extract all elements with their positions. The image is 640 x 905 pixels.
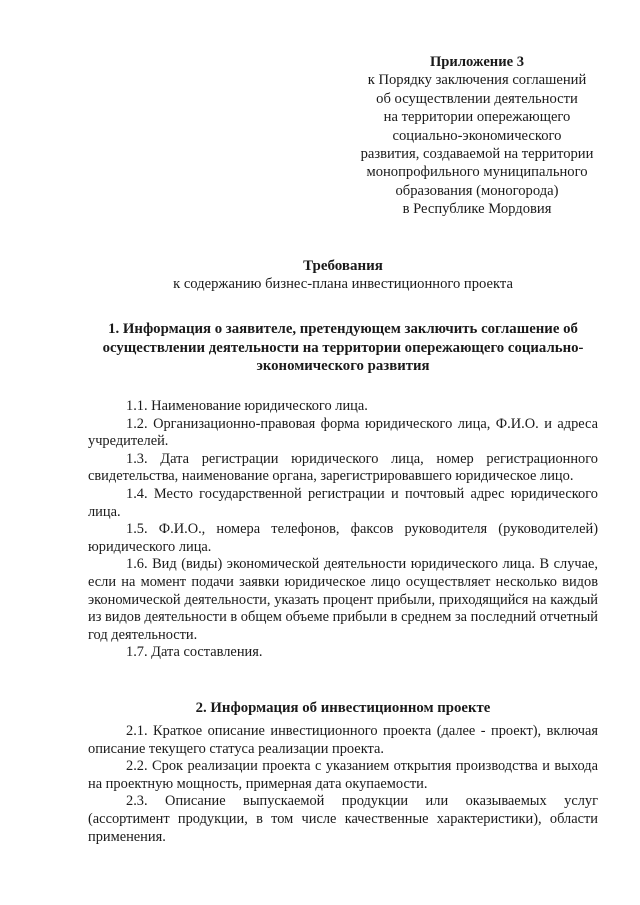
appendix-line: в Республике Мордовия xyxy=(402,201,552,218)
section-heading-line: 1. Информация о заявителе, претендующем заключить соглашение об xyxy=(108,321,578,337)
appendix-header xyxy=(352,53,602,219)
appendix-line: социально-экономического xyxy=(392,127,562,144)
section-item: 1.3. Дата регистрации юридического лица, номер регистрационного свидетельства, наименование органа, зарегистрировавшего юридическое лицо. xyxy=(88,450,598,485)
section-item: 1.5. Ф.И.О., номера телефонов, факсов руководителя (руководителей) юридического лица. xyxy=(88,521,598,555)
appendix-line: об осуществлении деятельности xyxy=(376,90,578,107)
document-title: Требования xyxy=(303,258,383,274)
section-item: 2.2. Срок реализации проекта с указанием открытия производства и выхода на проектную мощность, примерная дата окупаемости. xyxy=(88,758,598,792)
appendix-line: образования (моногорода) xyxy=(395,182,559,199)
appendix-line: развития, создаваемой на территории xyxy=(360,146,594,163)
section-heading-line: экономического развития xyxy=(256,358,430,375)
section-item: 1.6. Вид (виды) экономической деятельности юридического лица. В случае, если на момент подачи заявки юридическое лицо осуществляет несколько видов экономической деятельности, указать процент прибыли, приходящийся на каждый из видов деятельности в общем объеме прибыли в среднем за последний отчетный год деятельности. xyxy=(88,556,598,643)
section-1-heading xyxy=(88,320,598,376)
section-heading-line: осуществлении деятельности на территории опережающего социально- xyxy=(102,339,584,356)
section-heading-line: 2. Информация об инвестиционном проекте xyxy=(195,700,491,716)
appendix-number: Приложение 3 xyxy=(429,54,525,70)
document-subtitle: к содержанию бизнес-плана инвестиционного проекта xyxy=(173,276,513,292)
section-item: 1.1. Наименование юридического лица. xyxy=(126,398,368,414)
section-item: 2.1. Краткое описание инвестиционного проекта (далее - проект), включая описание текущего статуса реализации проекта. xyxy=(88,723,598,757)
section-2-heading xyxy=(88,699,598,718)
appendix-line: монопрофильного муниципального xyxy=(366,164,588,181)
section-2-items xyxy=(88,723,598,846)
section-item: 1.2. Организационно-правовая форма юридического лица, Ф.И.О. и адреса учредителей. xyxy=(88,415,598,450)
appendix-line: к Порядку заключения соглашений xyxy=(367,72,587,89)
document-title-block xyxy=(88,257,598,293)
appendix-line: на территории опережающего xyxy=(383,109,571,126)
section-item: 1.7. Дата составления. xyxy=(126,644,263,661)
section-item: 2.3. Описание выпускаемой продукции или оказываемых услуг (ассортимент продукции, в том числе качественные характеристики), области применения. xyxy=(88,793,598,845)
section-item: 1.4. Место государственной регистрации и почтовый адрес юридического лица. xyxy=(88,485,598,520)
section-1-items xyxy=(88,398,598,662)
